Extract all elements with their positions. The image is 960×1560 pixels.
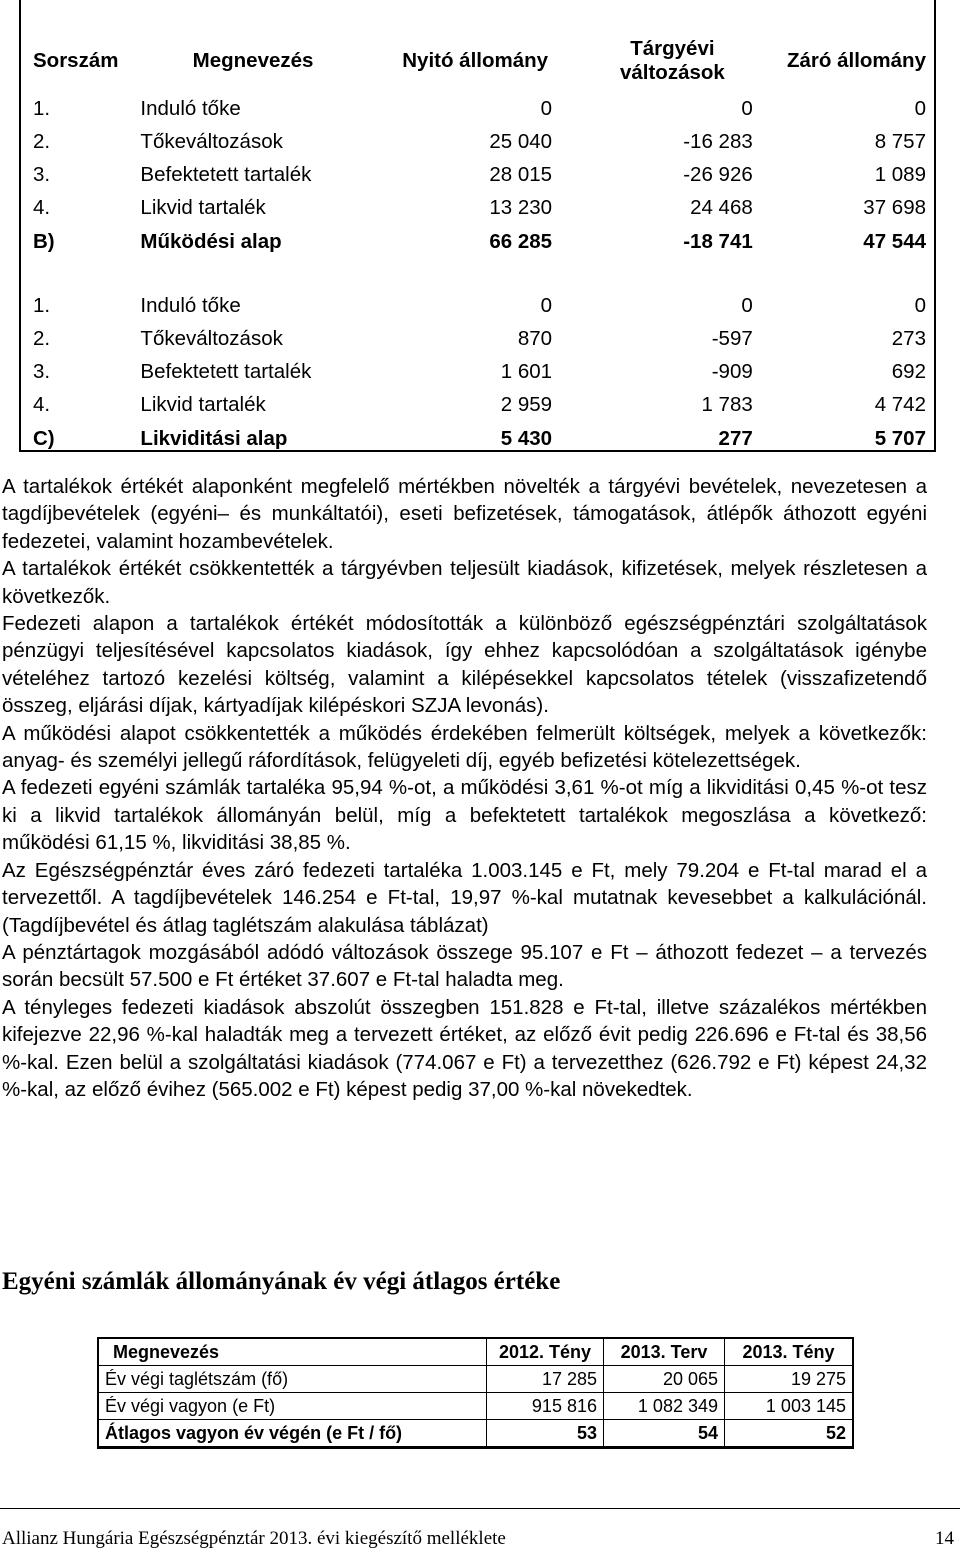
header-changes-line2: változások [619,61,725,84]
paragraph: Az Egészségpénztár éves záró fedezeti tartaléka 1.003.145 e Ft, mely 79.204 e Ft-tal marad el a tervezettől. A tagdíjbevételek 146.254 e Ft-tal, 19,97 %-kal mutatnak kevesebbet a kalkulációnál. (Tagdíjbevétel és átlag taglétszám alakulása táblázat) [2,858,927,937]
row-changes: 1 783 [701,392,753,416]
row-opening: 0 [540,293,553,317]
row-name: Induló tőke [140,293,241,317]
paragraph: A tartalékok értékét csökkentették a tárgyévben teljesült kiadások, kifizetések, melyek részletesen a következők. [2,557,927,608]
table-row [21,158,934,191]
row-name: Tőkeváltozások [140,129,283,153]
sum-changes: 277 [718,427,753,450]
row-no: 1. [33,96,51,120]
account-value-table [97,1337,854,1449]
header-name: Megnevezés [98,1338,487,1366]
paragraph: A tartalékok értékét alaponként megfelelő mértékben növelték a tárgyévi bevételek, nevezetesen a tagdíjbevételek (egyéni– és munkáltatói), eseti befizetések, támogatások, átlépők áthozott egyéni fedezetei, valamint hozambevételek. [2,475,927,553]
row-changes: -16 283 [683,129,753,153]
header-closing: Záró állomány [787,49,926,72]
row-opening: 2 959 [500,392,553,416]
sum-changes: -18 741 [683,230,753,253]
row-changes: 24 468 [690,195,753,219]
row-name: Év végi taglétszám (fő) [98,1366,487,1393]
sum-closing: 5 707 [874,427,926,450]
paragraph: A fedezeti egyéni számlák tartaléka 95,94 %-ot, a működési 3,61 %-ot míg a likviditási 0,45 %-ot tesz ki a likvid tartalékok állományán belül, míg a befektetett tartalékok megoszlása a következő: működési 61,15 %, likviditási 38,85 %. [2,776,927,855]
row-closing: 37 698 [863,195,926,219]
row-closing: 0 [914,96,926,120]
paragraph: A működési alapot csökkentették a működés érdekében felmerült költségek, melyek a következők: anyag- és személyi jellegű ráfordítások, felügyeleti díj, egyéb befizetési kötelezettségek. [2,721,927,773]
row-name: Likvid tartalék [140,195,266,219]
row-name: Befektetett tartalék [140,359,312,383]
row-2013-plan: 1 082 349 [604,1393,725,1420]
section-heading: Egyéni számlák állományának év végi átlagos értéke [2,1268,561,1295]
row-name: Átlagos vagyon év végén (e Ft / fő) [98,1420,487,1448]
header-changes-line1: Tárgyévi [630,37,715,60]
paragraph: A pénztártagok mozgásából adódó változások összege 95.107 e Ft – áthozott fedezet – a tervezés során becsült 57.500 e Ft értéket 37.607 e Ft-tal haladta meg. [2,940,927,992]
row-2013-actual: 19 275 [725,1366,854,1393]
row-closing: 273 [891,326,926,350]
row-closing: 692 [891,359,926,383]
row-no: 3. [33,359,51,383]
spacer-row [21,260,934,289]
header-name: Megnevezés [192,49,314,72]
row-opening: 870 [517,326,553,350]
body-text [2,473,927,1103]
row-changes: -909 [711,359,753,383]
page-footer [0,1508,960,1560]
row-closing: 4 742 [874,392,926,416]
row-2012-actual: 915 816 [487,1393,604,1420]
table-row [21,388,934,421]
row-2012-actual: 53 [487,1420,604,1448]
row-name: Év végi vagyon (e Ft) [98,1393,487,1420]
header-2012-actual: 2012. Tény [487,1338,604,1366]
header-opening: Nyitó állomány [402,49,549,72]
table-row [98,1420,853,1448]
row-closing: 0 [914,293,926,317]
table-row [21,125,934,158]
row-changes: -597 [711,326,753,350]
row-no: 4. [33,195,51,219]
row-no: 2. [33,326,51,350]
row-closing: 1 089 [874,162,926,186]
header-2013-actual: 2013. Tény [725,1338,854,1366]
account-table-header [98,1338,853,1366]
row-changes: 0 [741,96,753,120]
row-name: Befektetett tartalék [140,162,312,186]
row-opening: 13 230 [489,195,553,219]
row-no: 4. [33,392,51,416]
row-opening: 1 601 [500,359,553,383]
sum-no: C) [33,427,55,450]
row-changes: 0 [741,293,753,317]
row-no: 3. [33,162,51,186]
row-no: 1. [33,293,51,317]
page-number: 14 [935,1528,954,1549]
table-row [21,322,934,355]
reserves-table-header [21,30,934,92]
header-2013-plan: 2013. Terv [604,1338,725,1366]
sum-row-operating-fund [21,224,934,260]
row-2012-actual: 17 285 [487,1366,604,1393]
sum-no: B) [33,230,55,253]
row-closing: 8 757 [874,129,926,153]
row-no: 2. [33,129,51,153]
sum-opening: 66 285 [489,230,553,253]
row-name: Induló tőke [140,96,241,120]
row-opening: 25 040 [489,129,553,153]
row-opening: 0 [540,96,553,120]
table-row [98,1366,853,1393]
row-2013-plan: 20 065 [604,1366,725,1393]
sum-closing: 47 544 [863,230,926,253]
table-row [98,1393,853,1420]
sum-opening: 5 430 [500,427,553,450]
sum-name: Működési alap [140,230,282,253]
header-changes [552,30,753,92]
table-row [21,92,934,125]
row-name: Likvid tartalék [140,392,266,416]
paragraph: A tényleges fedezeti kiadások abszolút összegben 151.828 e Ft-tal, illetve százalékos mértékben kifejezve 22,96 %-kal haladták meg a tervezett értéket, az előző évit pedig 226.696 e Ft-tal és 38,56 %-kal. Ezen belül a szolgáltatási kiadások (774.067 e Ft) a tervezetthez (626.792 e Ft) képest 24,32 %-kal, az előző évihez (565.002 e Ft) képest pedig 37,00 %-kal növekedtek. [2,995,927,1101]
row-name: Tőkeváltozások [140,326,283,350]
sum-name: Likviditási alap [140,427,288,450]
row-2013-actual: 52 [725,1420,854,1448]
row-changes: -26 926 [683,162,753,186]
paragraph: Fedezeti alapon a tartalékok értékét módosították a különböző egészségpénztári szolgáltatások pénzügyi teljesítésével kapcsolatos kiadások, így ehhez kapcsolódóan a szolgáltatások igénybe vételéhez tartozó kezelési költség, valamint a kilépésekkel kapcsolatos tételek (visszafizetendő összeg, eljárási díjak, kártyadíjak kilépéskori SZJA levonás). [2,612,927,718]
row-2013-plan: 54 [604,1420,725,1448]
header-no: Sorszám [33,49,119,72]
table-row [21,355,934,388]
sum-row-liquidity-fund [21,421,934,457]
row-opening: 28 015 [489,162,553,186]
reserves-table [21,30,934,457]
row-2013-actual: 1 003 145 [725,1393,854,1420]
table-row [21,289,934,322]
footer-title: Allianz Hungária Egészségpénztár 2013. évi kiegészítő melléklete [2,1528,506,1549]
table-row [21,191,934,224]
